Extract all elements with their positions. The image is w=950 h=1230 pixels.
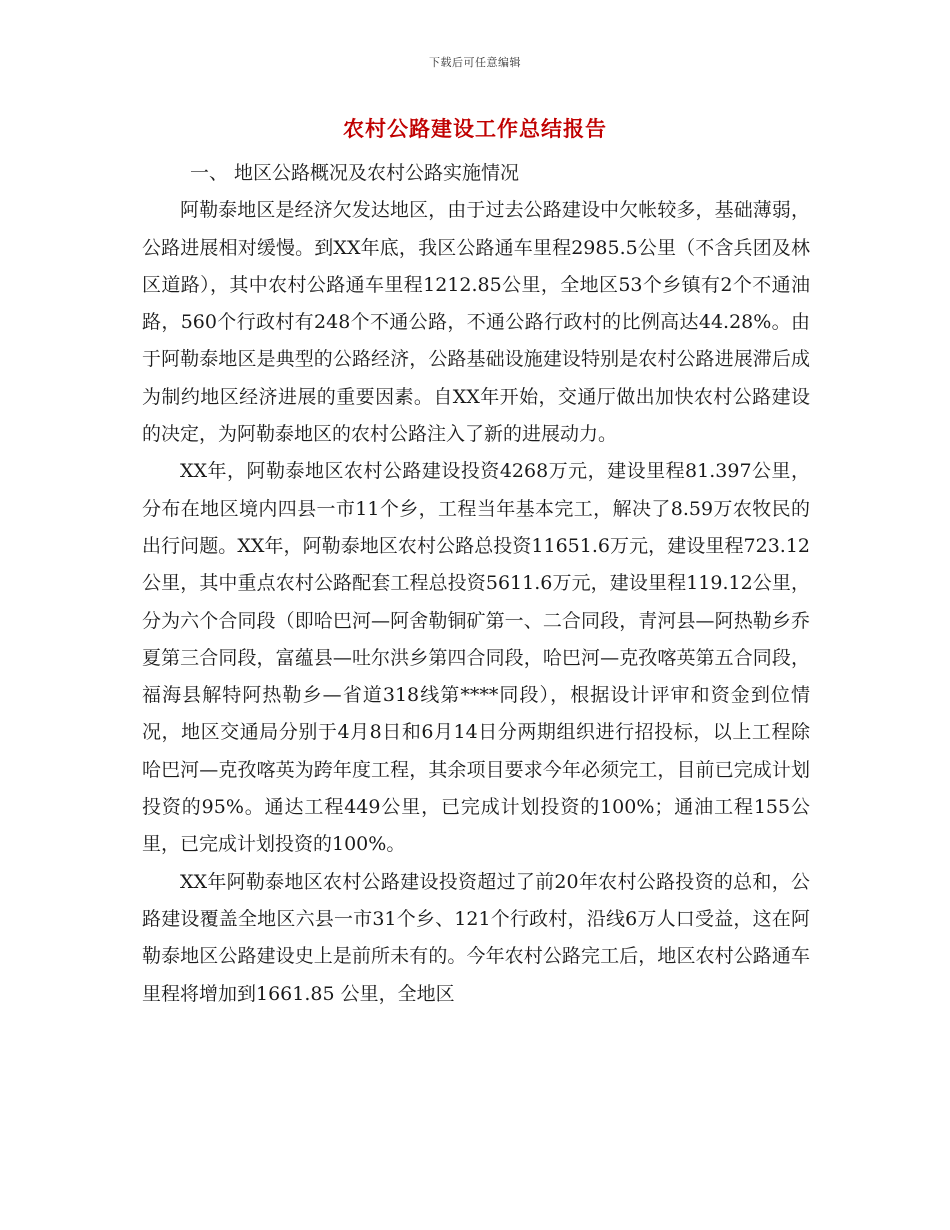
paragraph-2: XX年，阿勒泰地区农村公路建设投资4268万元，建设里程81.397公里，分布在地区境内四县一市11个乡，工程当年基本完工，解决了8.59万农牧民的出行问题。XX年，阿勒泰地区农村公路总投资11651.6万元，建设里程723.12公里，其中重点农村公路配套工程总投资5611.6万元，建设里程119.12公里，分为六个合同段（即哈巴河—阿舍勒铜矿第一、二合同段，青河县—阿热勒乡乔夏第三合同段，富蕴县—吐尔洪乡第四合同段，哈巴河—克孜喀英第五合同段，福海县解特阿热勒乡—省道318线第****同段），根据设计评审和资金到位情况，地区交通局分别于4月8日和6月14日分两期组织进行招投标，以上工程除哈巴河—克孜喀英为跨年度工程，其余项目要求今年必须完工，目前已完成计划投资的95%。通达工程449公里，已完成计划投资的100%；通油工程155公里，已完成计划投资的100%。 (142, 460, 810, 856)
document-title: 农村公路建设工作总结报告 (343, 116, 607, 141)
paragraph-3: XX年阿勒泰地区农村公路建设投资超过了前20年农村公路投资的总和，公路建设覆盖全地区六县一市31个乡、121个行政村，沿线6万人口受益，这在阿勒泰地区公路建设史上是前所未有的。今年农村公路完工后，地区农村公路通车里程将增加到1661.85 公里，全地区 (142, 870, 810, 1005)
section-heading: 一、 地区公路概况及农村公路实施情况 (190, 162, 520, 184)
document-body (142, 155, 810, 1013)
paragraph-1: 阿勒泰地区是经济欠发达地区，由于过去公路建设中欠帐较多，基础薄弱，公路进展相对缓慢。到XX年底，我区公路通车里程2985.5公里（不含兵团及林区道路），其中农村公路通车里程1212.85公里，全地区53个乡镇有2个不通油路，560个行政村有248个不通公路，不通公路行政村的比例高达44.28%。由于阿勒泰地区是典型的公路经济，公路基础设施建设特别是农村公路进展滞后成为制约地区经济进展的重要因素。自XX年开始，交通厅做出加快农村公路建设的决定，为阿勒泰地区的农村公路注入了新的进展动力。 (142, 199, 810, 446)
header-note: 下载后可任意编辑 (429, 56, 521, 69)
